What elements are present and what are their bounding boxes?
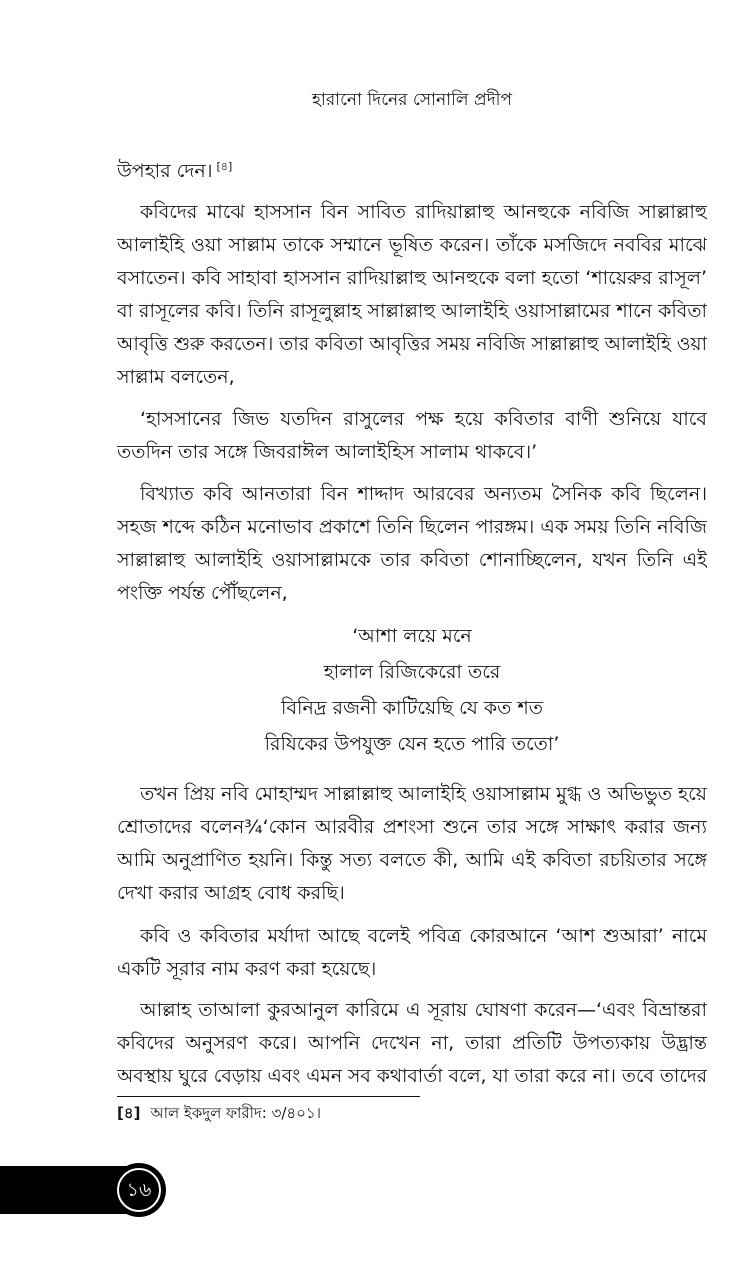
poem-stanza <box>117 618 707 762</box>
text-line: দেখা করার আগ্রহ বোধ করছি। <box>117 882 345 904</box>
text-line: সাল্লাল্লাহু আলাইহি ওয়াসাল্লামকে তার কবিতা শোনাচ্ছিলেন, যখন তিনি এই <box>117 549 707 571</box>
footnote-text: আল ইকদুল ফারীদ: ৩/৪০১। <box>150 1104 321 1122</box>
text-line: কবিদের মাঝে হাসসান বিন সাবিত রাদিয়াল্লাহু আনহুকে নবিজি সাল্লাল্লাহু <box>140 201 707 223</box>
poem-line: রিযিকের উপযুক্ত যেন হতে পারি ততো’ <box>264 733 560 755</box>
poem-line: হালাল রিজিকেরো তরে <box>323 661 501 683</box>
footnote <box>117 1101 707 1125</box>
text-line: একটি সূরার নাম করণ করা হয়েছে। <box>117 958 377 980</box>
paragraph-prophet-response <box>117 778 707 910</box>
paragraph-antara <box>117 478 707 610</box>
text-line: বিখ্যাত কবি আনতারা বিন শাদ্দাদ আরবের অন্যতম সৈনিক কবি ছিলেন। <box>140 483 707 505</box>
running-title: হারানো দিনের সোনালি প্রদীপ <box>311 90 513 110</box>
text-line: তখন প্রিয় নবি মোহাম্মদ সাল্লাল্লাহু আলাইহি ওয়াসাল্লাম মুগ্ধ ও অভিভুত হয়ে <box>140 783 707 805</box>
text-line: আল্লাহ তাআলা কুরআনুল কারিমে এ সূরায় ঘোষণা করেন—‘এবং বিভ্রান্তরা <box>140 999 707 1021</box>
text-line: ‘হাসসানের জিভ যতদিন রাসুলের পক্ষ হয়ে কবিতার বাণী শুনিয়ে যাবে <box>140 408 707 430</box>
paragraph-quran-verse <box>117 994 707 1093</box>
page-number: ১৬ <box>117 1168 161 1212</box>
text-line: সাল্লাম বলতেন, <box>117 366 235 388</box>
poem-line: বিনিদ্র রজনী কাটিয়েছি যে কত শত <box>281 697 543 719</box>
paragraph-quote <box>117 403 707 469</box>
page-number-badge <box>112 1163 166 1217</box>
paragraph-hassan <box>117 196 707 394</box>
text-line: আলাইহি ওয়া সাল্লাম তাকে সম্মানে ভূষিত করেন। তাঁকে মসজিদে নববির মাঝে <box>117 234 707 256</box>
text-line <box>117 155 707 188</box>
poem-line: ‘আশা লয়ে মনে <box>352 625 472 647</box>
text-line: কবিদের অনুসরণ করে। আপনি দেখেন না, তারা প্রতিটি উপত্যকায় উদ্ভ্রান্ত <box>117 1032 707 1054</box>
text-line: বা রাসূলের কবি। তিনি রাসূলুল্লাহ সাল্লাল্লাহু আলাইহি ওয়াসাল্লামের শানে কবিতা <box>117 300 707 322</box>
text-line: শ্রোতাদের বলেন¾‘কোন আরবীর প্রশংসা শুনে তার সঙ্গে সাক্ষাৎ করার জন্য <box>117 816 707 838</box>
text-line: অবস্থায় ঘুরে বেড়ায় এবং এমন সব কথাবার্তা বলে, যা তারা করে না। তবে তাদের <box>117 1065 707 1087</box>
paragraph-continuation <box>117 155 707 188</box>
footnote-divider <box>117 1096 420 1097</box>
footnote-reference: [৪] <box>216 159 233 173</box>
text-line: আমি অনুপ্রাণিত হয়নি। কিন্তু সত্য বলতে কী, আমি এই কবিতা রচয়িতার সঙ্গে <box>117 849 707 871</box>
text-line: বসাতেন। কবি সাহাবা হাসসান রাদিয়াল্লাহু আনহুকে বলা হতো ‘শায়েরুর রাসূল’ <box>117 267 707 289</box>
footnote-marker: [৪] <box>117 1104 141 1122</box>
text-line: কবি ও কবিতার মর্যাদা আছে বলেই পবিত্র কোরআনে ‘আশ শুআরা’ নামে <box>140 925 707 947</box>
text-line: ততদিন তার সঙ্গে জিবরাঈল আলাইহিস সালাম থাকবে।’ <box>117 441 538 463</box>
text-span: উপহার দেন। <box>117 160 213 182</box>
text-line: সহজ শব্দে কঠিন মনোভাব প্রকাশে তিনি ছিলেন পারঙ্গম। এক সময় তিনি নবিজি <box>117 516 707 538</box>
text-line: পংক্তি পর্যন্ত পৌঁছলেন, <box>117 582 288 604</box>
paragraph-ash-shuara <box>117 920 707 986</box>
text-line: আবৃত্তি শুরু করতেন। তার কবিতা আবৃত্তির সময় নবিজি সাল্লাল্লাহু আলাইহি ওয়া <box>117 333 707 355</box>
